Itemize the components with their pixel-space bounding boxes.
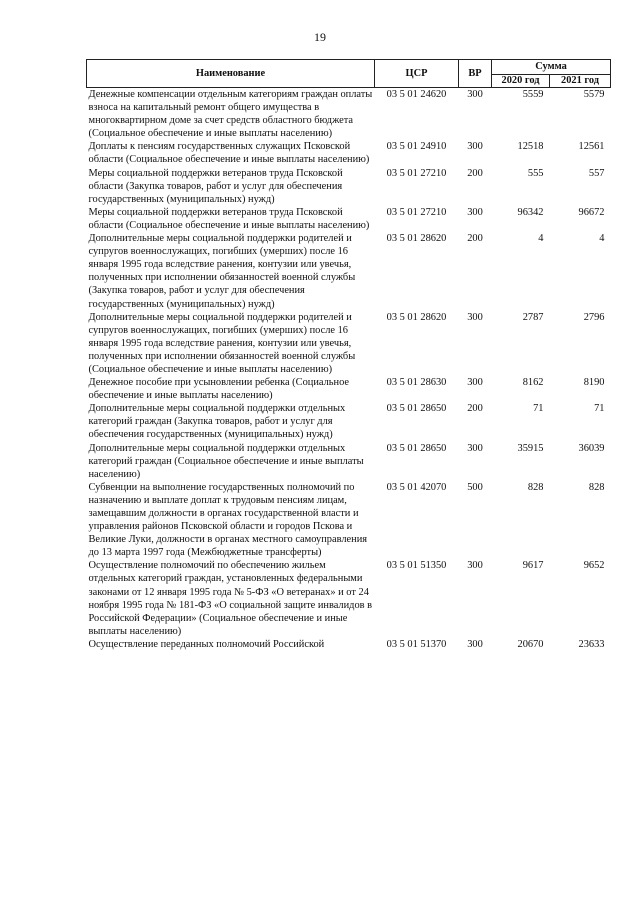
table-row [87, 402, 611, 441]
table-header [87, 60, 611, 88]
row-csr: 03 5 01 51370 [386, 638, 447, 650]
table-row [87, 206, 611, 232]
row-sum-2020: 35915 [517, 442, 544, 454]
row-vr: 300 [467, 638, 483, 650]
header-year-2020: 2020 год [492, 75, 550, 88]
page-number: 19 [314, 30, 326, 44]
table-row [87, 376, 611, 402]
row-name: Меры социальной поддержки ветеранов труда Псковской области (Социальное обеспечение и иные выплаты населению) [88, 206, 370, 231]
row-csr: 03 5 01 24620 [386, 89, 447, 100]
row-name: Денежные компенсации отдельным категориям граждан оплаты взноса на капитальный ремонт общего имущества в многоквартирном доме за счет средств областного бюджета (Социальное обеспечение и иные выплаты населению) [88, 89, 373, 140]
row-csr: 03 5 01 27210 [386, 206, 447, 218]
row-csr: 03 5 01 28650 [386, 403, 447, 415]
row-sum-2020: 555 [527, 167, 544, 179]
row-sum-2020: 20670 [517, 638, 544, 650]
row-vr: 200 [467, 233, 483, 245]
row-csr: 03 5 01 27210 [386, 167, 447, 179]
table-row [87, 559, 611, 638]
table-row [87, 88, 611, 141]
row-csr: 03 5 01 28650 [386, 442, 447, 454]
budget-table [86, 59, 611, 651]
row-csr: 03 5 01 42070 [386, 481, 447, 493]
header-sum: Сумма [492, 60, 611, 75]
row-sum-2020: 8162 [522, 377, 544, 389]
row-name: Осуществление переданных полномочий Российской [88, 638, 325, 650]
row-sum-2021: 8190 [583, 377, 605, 389]
row-sum-2020: 5559 [522, 89, 544, 100]
table-row [87, 167, 611, 206]
row-vr: 500 [467, 481, 483, 493]
row-sum-2020: 828 [527, 481, 544, 493]
table-row [87, 638, 611, 651]
row-vr: 300 [467, 206, 483, 218]
row-sum-2021: 96672 [578, 206, 605, 218]
row-sum-2020: 2787 [522, 311, 544, 323]
row-vr: 300 [467, 141, 483, 153]
row-vr: 300 [467, 311, 483, 323]
row-name: Меры социальной поддержки ветеранов труда Псковской области (Закупка товаров, работ и услуг для обеспечения государственных (муниципальных) нужд) [88, 167, 343, 205]
row-sum-2020: 96342 [517, 206, 544, 218]
row-csr: 03 5 01 28620 [386, 233, 447, 245]
table-row [87, 481, 611, 560]
row-sum-2021: 557 [588, 167, 605, 179]
header-year-2021: 2021 год [550, 75, 611, 88]
row-sum-2021: 23633 [578, 638, 605, 650]
row-vr: 300 [467, 560, 483, 572]
row-sum-2021: 9652 [583, 560, 605, 572]
row-sum-2021: 4 [599, 233, 605, 245]
row-name: Дополнительные меры социальной поддержки отдельных категорий граждан (Закупка товаров, работ и услуг для обеспечения государственных (муниципальных) нужд) [88, 403, 346, 441]
row-sum-2020: 4 [538, 233, 544, 245]
row-name: Субвенции на выполнение государственных полномочий по назначению и выплате доплат к трудовым пенсиям лицам, замещавшим должности в органах государственной власти и управления районов Псковской области и городов Пскова и Великие Луки, должности в органах местного самоуправления до 13 марта 1997 года (Межбюджетные трансферты) [88, 481, 368, 559]
row-name: Дополнительные меры социальной поддержки отдельных категорий граждан (Социальное обеспечение и иные выплаты населению) [88, 442, 364, 480]
table-row [87, 140, 611, 166]
row-csr: 03 5 01 24910 [386, 141, 447, 153]
header-csr: ЦСР [375, 60, 459, 88]
row-csr: 03 5 01 28630 [386, 377, 447, 389]
row-name: Осуществление полномочий по обеспечению жильем отдельных категорий граждан, установленных федеральными законами от 12 января 1995 года № 5-ФЗ «О ветеранах» и от 24 ноября 1995 года № 181-ФЗ «О социальной защите инвалидов в Российской Федерации» (Социальное обеспечение и иные выплаты населению) [88, 560, 373, 637]
row-vr: 200 [467, 167, 483, 179]
row-name: Дополнительные меры социальной поддержки родителей и супругов военнослужащих, погибших (умерших) после 16 января 1995 года вследствие ранения, контузии или увечья, полученных при исполнении обязанностей военной службы (Закупка товаров, работ и услуг для обеспечения государственных (муниципальных) нужд) [88, 233, 356, 310]
table-body [87, 88, 611, 652]
row-csr: 03 5 01 28620 [386, 311, 447, 323]
header-vr: ВР [459, 60, 492, 88]
row-csr: 03 5 01 51350 [386, 560, 447, 572]
row-vr: 200 [467, 403, 483, 415]
row-sum-2021: 2796 [583, 311, 605, 323]
row-vr: 300 [467, 377, 483, 389]
header-name: Наименование [87, 60, 375, 88]
row-vr: 300 [467, 442, 483, 454]
row-sum-2021: 828 [588, 481, 605, 493]
row-sum-2020: 12518 [517, 141, 544, 153]
row-sum-2021: 36039 [578, 442, 605, 454]
row-name: Денежное пособие при усыновлении ребенка (Социальное обеспечение и иные выплаты населению) [88, 377, 350, 402]
row-vr: 300 [467, 89, 483, 100]
row-sum-2020: 9617 [522, 560, 544, 572]
row-name: Доплаты к пенсиям государственных служащих Псковской области (Социальное обеспечение и иные выплаты населению) [88, 141, 370, 166]
row-sum-2021: 5579 [583, 89, 605, 100]
table-row [87, 442, 611, 481]
row-sum-2021: 71 [594, 403, 605, 415]
row-sum-2021: 12561 [578, 141, 605, 153]
row-name: Дополнительные меры социальной поддержки родителей и супругов военнослужащих, погибших (умерших) после 16 января 1995 года вследствие ранения, контузии или увечья, полученных при исполнении обязанностей военной службы (Социальное обеспечение и иные выплаты населению) [88, 311, 356, 375]
table-row [87, 232, 611, 311]
table-row [87, 311, 611, 376]
row-sum-2020: 71 [533, 403, 544, 415]
